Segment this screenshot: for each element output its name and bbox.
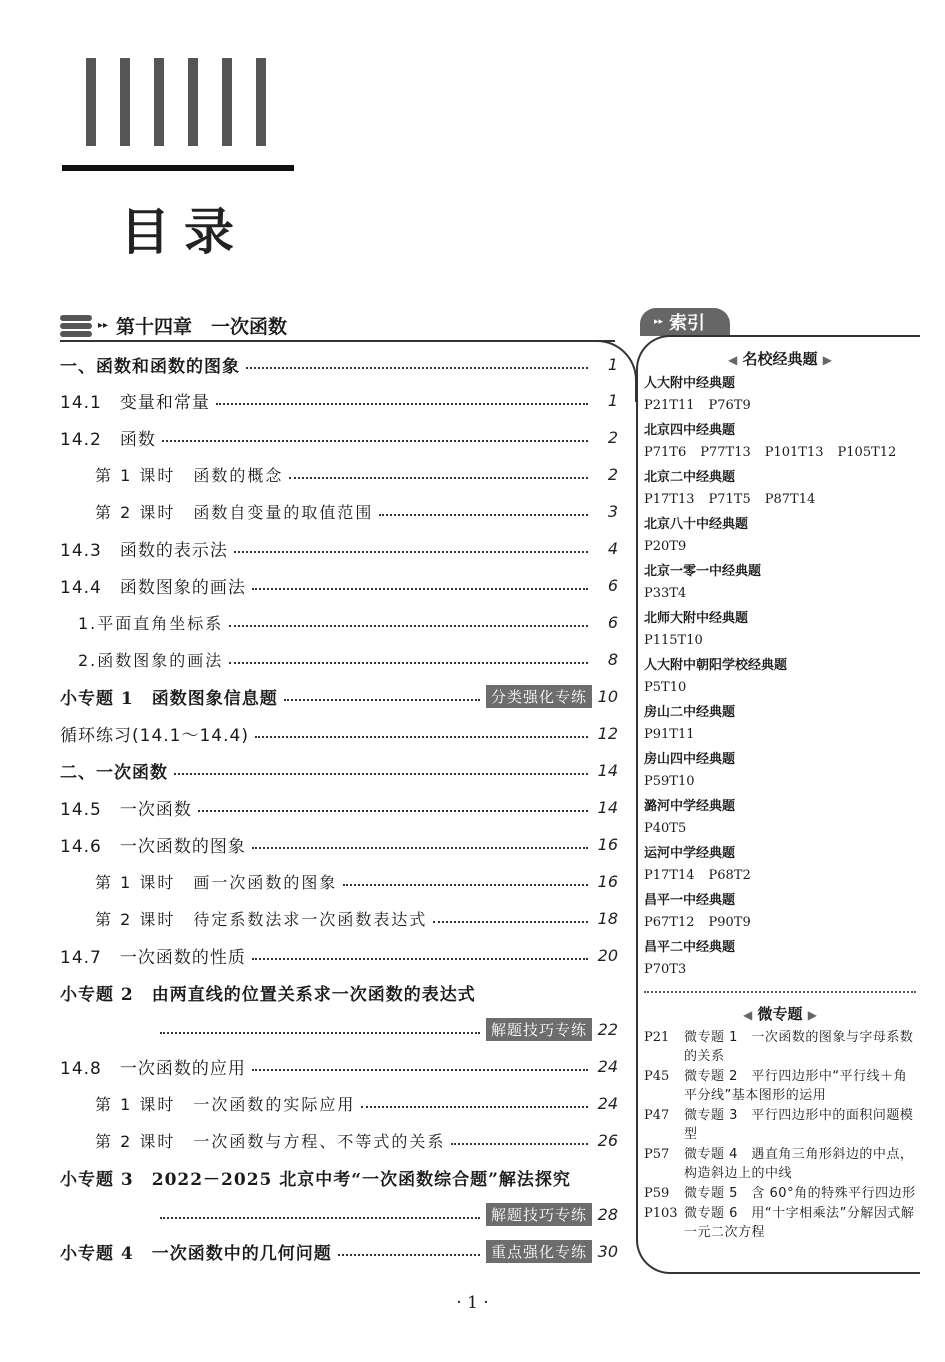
- practice-tag: 解题技巧专练: [486, 1018, 592, 1041]
- school-name: 昌平二中经典题: [644, 940, 736, 955]
- toc-entry-title: 14.4 函数图象的画法: [60, 577, 246, 598]
- school-refs: [644, 912, 916, 934]
- toc-entry-title: 循环练习(14.1～14.4): [60, 725, 249, 746]
- school-name: 运河中学经典题: [644, 846, 736, 861]
- micro-topic-item: [644, 1067, 916, 1105]
- school-name: 北京八十中经典题: [644, 517, 749, 532]
- question-ref: P90T9: [708, 915, 751, 930]
- toc-entry-title: 第 1 课时 画一次函数的图象: [95, 872, 338, 892]
- toc-page-number: 16: [597, 871, 618, 891]
- book-stack-icon: [60, 313, 92, 339]
- toc-entry: [60, 902, 618, 934]
- dot-leader: [252, 847, 588, 849]
- toc-page-number: 8: [607, 649, 618, 669]
- toc-entry: [60, 976, 618, 1008]
- school-refs: [644, 771, 916, 793]
- micro-topic-title: 微专题 4 遇直角三角形斜边的中点，构造斜边上的中线: [684, 1147, 914, 1181]
- micro-topic-item: [644, 1204, 916, 1242]
- school-name: 北京四中经典题: [644, 423, 736, 438]
- school-name: 北师大附中经典题: [644, 611, 749, 626]
- toc-entry-title: 第 2 课时 函数自变量的取值范围: [95, 502, 374, 522]
- school-refs: [644, 395, 916, 417]
- dot-leader: [162, 440, 588, 442]
- dot-leader: [229, 625, 588, 627]
- micro-topic-title: 微专题 2 平行四边形中“平行线＋角平分线”基本图形的运用: [684, 1069, 908, 1103]
- school-name: 房山二中经典题: [644, 705, 736, 720]
- toc-entry-title: 第 1 课时 一次函数的实际应用: [95, 1094, 356, 1114]
- toc-entry-title: 14.8 一次函数的应用: [60, 1058, 246, 1079]
- topics-header: ◀ 微专题 ▶: [743, 1005, 817, 1023]
- toc-entry-title: 二、一次函数: [60, 762, 168, 783]
- toc-entry-title: 14.3 函数的表示法: [60, 540, 228, 561]
- toc-frame-line: [60, 340, 615, 342]
- school-refs: [644, 442, 916, 464]
- dot-leader: [216, 403, 588, 405]
- school-name: 昌平一中经典题: [644, 893, 736, 908]
- toc-entry: [60, 606, 618, 638]
- toc-page-number: 24: [597, 1056, 618, 1076]
- micro-topic-title: 微专题 5 含 60°角的特殊平行四边形: [684, 1186, 916, 1201]
- toc-page-number: 2: [607, 464, 618, 484]
- dot-leader: [198, 810, 588, 812]
- micro-topic-item: [644, 1106, 916, 1144]
- topics-header-label: 微专题: [757, 1005, 803, 1023]
- school-refs: [644, 536, 916, 558]
- page-title: 目录: [120, 202, 248, 261]
- chapter-title: 第十四章 一次函数: [116, 316, 288, 338]
- index-tab: [640, 308, 730, 336]
- toc-page-number: 18: [597, 908, 618, 928]
- toc-entry: [60, 1124, 618, 1156]
- toc-page-number: 1: [607, 390, 618, 410]
- question-ref: P21T11: [644, 398, 695, 413]
- question-ref: P87T14: [764, 492, 816, 507]
- school-name: 人大附中经典题: [644, 376, 736, 391]
- question-ref: P67T12: [644, 915, 695, 930]
- toc-entry-title: 14.6 一次函数的图象: [60, 836, 246, 857]
- question-ref: P101T13: [764, 445, 824, 460]
- index-tab-label: 索引: [669, 313, 706, 334]
- schools-header: ◀ 名校经典题 ▶: [728, 350, 832, 368]
- toc-entry-title: 一、函数和函数的图象: [60, 356, 240, 377]
- toc-page-number: 12: [597, 723, 618, 743]
- question-ref: P76T9: [708, 398, 751, 413]
- dot-leader: [433, 921, 588, 923]
- dot-leader: [255, 736, 588, 738]
- micro-topic-page: P45: [644, 1069, 670, 1084]
- dot-leader: [160, 1032, 480, 1034]
- dot-leader: [379, 514, 588, 516]
- question-ref: P70T3: [644, 962, 687, 977]
- decorative-bars: [86, 58, 266, 146]
- school-refs: [644, 724, 916, 746]
- dot-leader: [252, 588, 588, 590]
- school-name: 潞河中学经典题: [644, 799, 736, 814]
- toc-entry: [60, 1050, 618, 1082]
- toc-entry-title: 小专题 1 函数图象信息题: [60, 688, 278, 709]
- question-ref: P40T5: [644, 821, 687, 836]
- toc-page-number: 3: [607, 501, 618, 521]
- toc-entry: [60, 458, 618, 490]
- toc-page-number: 10: [597, 686, 618, 706]
- school-refs: [644, 630, 916, 652]
- toc-entry: [60, 532, 618, 564]
- micro-topic-page: P21: [644, 1030, 670, 1045]
- toc-page-number: 26: [597, 1130, 618, 1150]
- micro-topic-item: [644, 1028, 916, 1066]
- toc-entry-title: 14.2 函数: [60, 429, 156, 450]
- micro-topic-page: P103: [644, 1206, 678, 1221]
- question-ref: P17T13: [644, 492, 695, 507]
- school-name: 北京二中经典题: [644, 470, 736, 485]
- toc-entry: [60, 1198, 618, 1230]
- toc-page-number: 2: [607, 427, 618, 447]
- toc-entry: [60, 569, 618, 601]
- toc-entry: [60, 421, 618, 453]
- toc-entry: [60, 1235, 618, 1267]
- toc-entry-title: 第 2 课时 一次函数与方程、不等式的关系: [95, 1131, 446, 1151]
- question-ref: P91T11: [644, 727, 695, 742]
- toc-page-number: 28: [597, 1204, 618, 1224]
- dot-leader: [234, 551, 588, 553]
- index-panel: [644, 348, 916, 1243]
- question-ref: P105T12: [837, 445, 897, 460]
- toc-entry: [60, 791, 618, 823]
- index-divider: [644, 991, 916, 993]
- practice-tag: 分类强化专练: [486, 685, 592, 708]
- toc-entry-title: 第 1 课时 函数的概念: [95, 465, 284, 485]
- schools-list: [644, 373, 916, 981]
- toc-page-number: 20: [597, 945, 618, 965]
- practice-tag: 解题技巧专练: [486, 1203, 592, 1226]
- toc-entry-title: 14.5 一次函数: [60, 799, 192, 820]
- dot-leader: [343, 884, 588, 886]
- micro-topic-title: 微专题 1 一次函数的图象与字母系数的关系: [684, 1030, 914, 1064]
- toc-entry: [60, 754, 618, 786]
- toc-page-number: 6: [607, 612, 618, 632]
- double-arrow-icon: ▸▸: [654, 317, 664, 327]
- question-ref: P71T6: [644, 445, 687, 460]
- toc-entry: [60, 384, 618, 416]
- micro-topic-page: P57: [644, 1147, 670, 1162]
- toc-entry-title: 1.平面直角坐标系: [78, 613, 224, 633]
- question-ref: P33T4: [644, 586, 687, 601]
- dot-leader: [246, 367, 588, 369]
- toc-entry-title: 小专题 4 一次函数中的几何问题: [60, 1243, 332, 1264]
- toc-page-number: 14: [597, 797, 618, 817]
- toc-entry: [60, 348, 618, 380]
- question-ref: P115T10: [644, 633, 703, 648]
- toc-entry: [60, 828, 618, 860]
- question-ref: P17T14: [644, 868, 695, 883]
- toc-entry: [60, 865, 618, 897]
- toc-page-number: 6: [607, 575, 618, 595]
- school-name: 北京一零一中经典题: [644, 564, 762, 579]
- dot-leader: [338, 1254, 480, 1256]
- toc-entry-title: 第 2 课时 待定系数法求一次函数表达式: [95, 909, 428, 929]
- dot-leader: [252, 958, 588, 960]
- question-ref: P5T10: [644, 680, 687, 695]
- toc-entry: [60, 717, 618, 749]
- header-rule: [62, 165, 294, 171]
- page-number: · 1 ·: [456, 1293, 489, 1313]
- toc-entry-title: 14.7 一次函数的性质: [60, 947, 246, 968]
- toc-entry: [60, 1087, 618, 1119]
- question-ref: P71T5: [708, 492, 751, 507]
- micro-topic-title: 微专题 6 用“十字相乘法”分解因式解一元二次方程: [684, 1206, 915, 1240]
- toc-entry: [60, 1013, 618, 1045]
- school-refs: [644, 489, 916, 511]
- school-name: 人大附中朝阳学校经典题: [644, 658, 788, 673]
- topics-list: [644, 1028, 916, 1242]
- dot-leader: [284, 699, 480, 701]
- toc-entry-title: 2.函数图象的画法: [78, 650, 224, 670]
- double-arrow-icon: ▸▸: [98, 320, 109, 331]
- toc-entry: [60, 1161, 618, 1193]
- dot-leader: [252, 1069, 588, 1071]
- question-ref: P68T2: [708, 868, 751, 883]
- toc-entry: [60, 495, 618, 527]
- school-refs: [644, 677, 916, 699]
- toc-entry-title: 小专题 2 由两直线的位置关系求一次函数的表达式: [60, 984, 476, 1005]
- schools-header-label: 名校经典题: [742, 350, 818, 368]
- toc-entry-title: 小专题 3 2022－2025 北京中考“一次函数综合题”解法探究: [60, 1169, 571, 1190]
- dot-leader: [229, 662, 588, 664]
- dot-leader: [361, 1106, 588, 1108]
- toc-entry: [60, 939, 618, 971]
- toc-page-number: 30: [597, 1241, 618, 1261]
- micro-topic-page: P47: [644, 1108, 670, 1123]
- chapter-heading: [60, 312, 287, 339]
- school-refs: [644, 818, 916, 840]
- toc-page-number: 16: [597, 834, 618, 854]
- school-refs: [644, 865, 916, 887]
- toc-page-number: 24: [597, 1093, 618, 1113]
- toc-page-number: 4: [607, 538, 618, 558]
- dot-leader: [451, 1143, 588, 1145]
- micro-topic-title: 微专题 3 平行四边形中的面积问题模型: [684, 1108, 914, 1142]
- school-refs: [644, 959, 916, 981]
- toc-entry-title: 14.1 变量和常量: [60, 392, 210, 413]
- school-name: 房山四中经典题: [644, 752, 736, 767]
- school-refs: [644, 583, 916, 605]
- question-ref: P20T9: [644, 539, 687, 554]
- question-ref: P59T10: [644, 774, 695, 789]
- micro-topic-item: [644, 1184, 916, 1203]
- dot-leader: [289, 477, 588, 479]
- micro-topic-page: P59: [644, 1186, 670, 1201]
- toc-page-number: 1: [607, 354, 618, 374]
- toc-entry: [60, 680, 618, 712]
- toc-page-number: 22: [597, 1019, 618, 1039]
- dot-leader: [160, 1217, 480, 1219]
- practice-tag: 重点强化专练: [486, 1240, 592, 1263]
- toc-page-number: 14: [597, 760, 618, 780]
- question-ref: P77T13: [700, 445, 751, 460]
- toc-entry: [60, 643, 618, 675]
- micro-topic-item: [644, 1145, 916, 1183]
- dot-leader: [174, 773, 588, 775]
